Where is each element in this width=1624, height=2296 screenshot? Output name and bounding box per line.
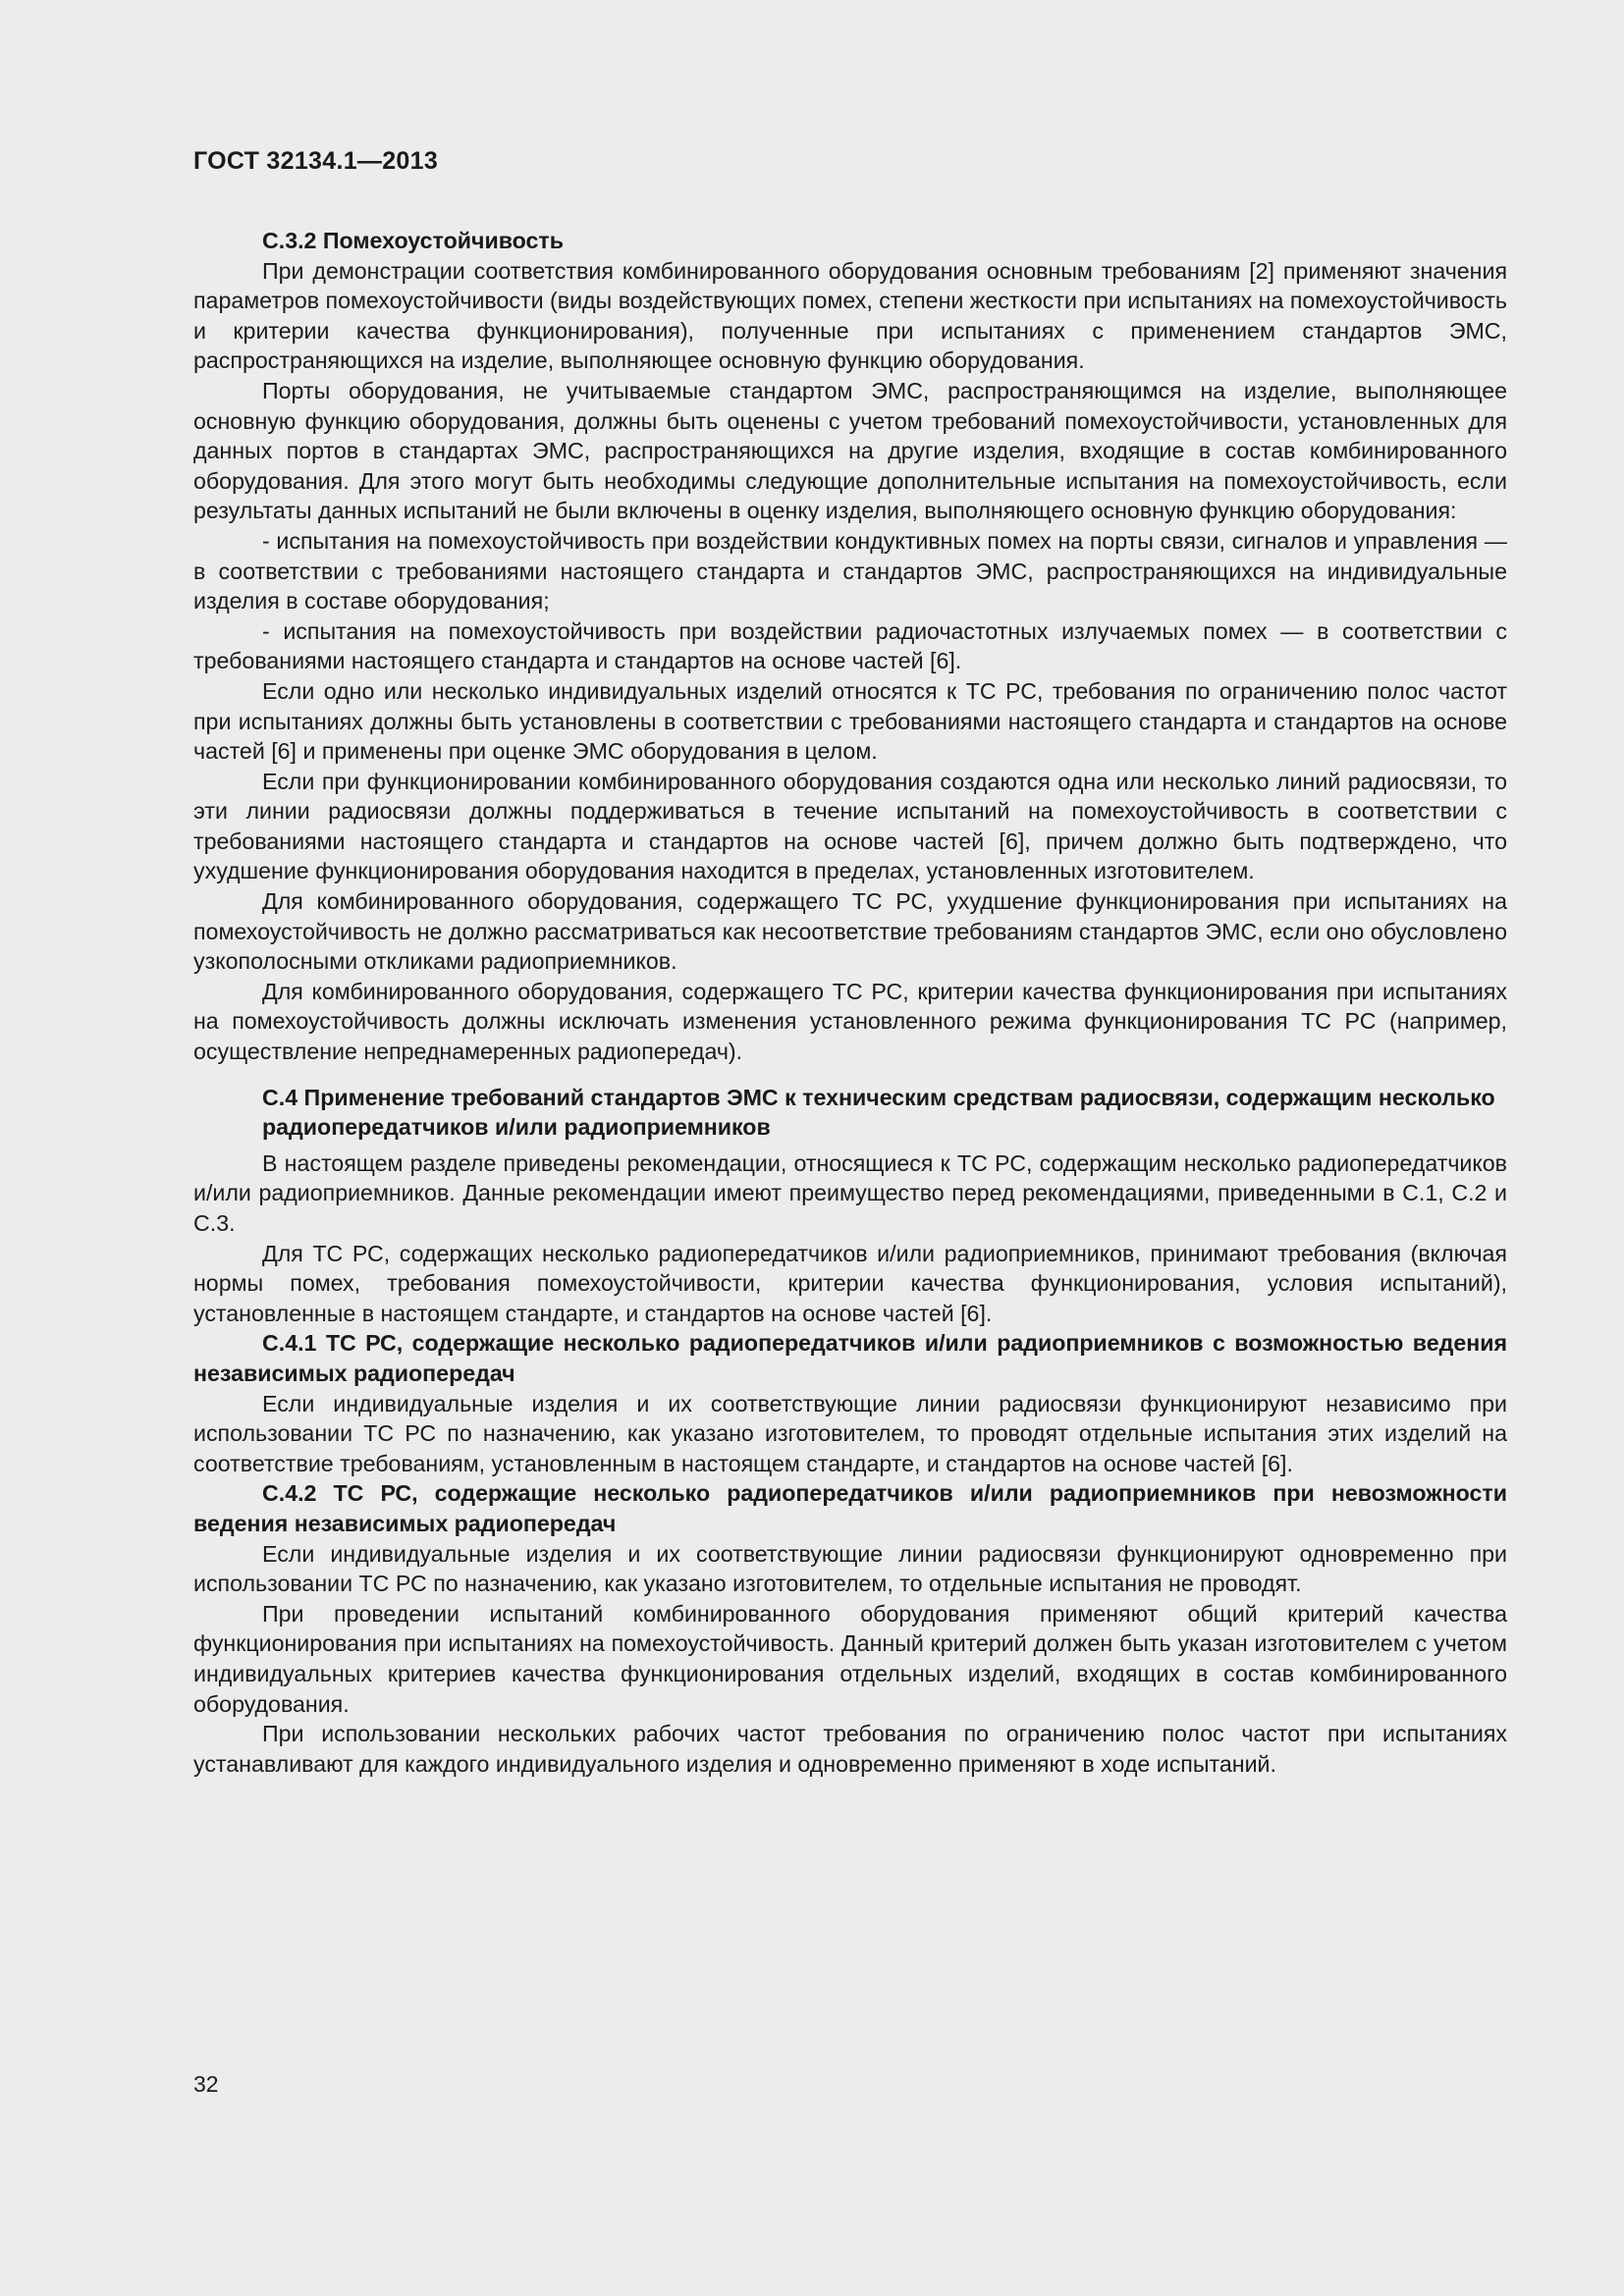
paragraph: Для ТС РС, содержащих несколько радиопередатчиков и/или радиоприемников, принимают требования (включая нормы помех, требования помехоустойчивости, критерии качества функционирования, условия испытаний), установленные в настоящем стандарте, и стандартов на основе частей [6]. <box>193 1240 1507 1326</box>
paragraph: Для комбинированного оборудования, содержащего ТС РС, критерии качества функционирования при испытаниях на помехоустойчивость должны исключать изменения установленного режима функционирования ТС РС (например, осуществление непреднамеренных радиопередач). <box>193 978 1507 1065</box>
paragraph: Если индивидуальные изделия и их соответствующие линии радиосвязи функционируют независимо при использовании ТС РС по назначению, как указано изготовителем, то проводят отдельные испытания этих изделий на соответствие требованиям, установленным в настоящем стандарте, и стандартов на основе частей [6]. <box>193 1390 1507 1476</box>
section-heading-c41: С.4.1 ТС РС, содержащие несколько радиопередатчиков и/или радиоприемников с возможностью ведения независимых радиопередач <box>193 1330 1507 1386</box>
paragraph: Порты оборудования, не учитываемые стандартом ЭМС, распространяющимся на изделие, выполняющее основную функцию оборудования, должны быть оценены с учетом требований помехоустойчивости, установленных для данных портов в стандартах ЭМС, распространяющихся на другие изделия, входящие в состав комбинированного оборудования. Для этого могут быть необходимы следующие дополнительные испытания на помехоустойчивость, если результаты данных испытаний не были включены в оценку изделия, выполняющего основную функцию оборудования: <box>193 377 1507 524</box>
paragraph: Если индивидуальные изделия и их соответствующие линии радиосвязи функционируют одновременно при использовании ТС РС по назначению, как указано изготовителем, то отдельные испытания не проводят. <box>193 1540 1507 1597</box>
section-heading-c4: С.4 Применение требований стандартов ЭМС к техническим средствам радиосвязи, содержащим несколько радиопередатчиков и/или радиоприемников <box>262 1084 1495 1141</box>
paragraph: Если одно или несколько индивидуальных изделий относятся к ТС РС, требования по ограничению полос частот при испытаниях должны быть установлены в соответствии с требованиями настоящего стандарта и стандартов на основе частей [6] и применены при оценке ЭМС оборудования в целом. <box>193 677 1507 765</box>
paragraph: При проведении испытаний комбинированного оборудования применяют общий критерий качества функционирования при испытаниях на помехоустойчивость. Данный критерий должен быть указан изготовителем с учетом индивидуальных критериев качества функционирования отдельных изделий, входящих в состав комбинированного оборудования. <box>193 1600 1507 1717</box>
paragraph: Для комбинированного оборудования, содержащего ТС РС, ухудшение функционирования при испытаниях на помехоустойчивость не должно рассматриваться как несоответствие требованиям стандартов ЭМС, если оно обусловлено узкополосными откликами радиоприемников. <box>193 888 1507 975</box>
list-item: - испытания на помехоустойчивость при воздействии радиочастотных излучаемых помех — в соответствии с требованиями настоящего стандарта и стандартов на основе частей [6]. <box>193 617 1507 674</box>
page-number: 32 <box>193 2071 219 2097</box>
section-heading-c42: С.4.2 ТС РС, содержащие несколько радиопередатчиков и/или радиоприемников при невозможности ведения независимых радиопередач <box>193 1480 1507 1536</box>
paragraph: В настоящем разделе приведены рекомендации, относящиеся к ТС РС, содержащим несколько радиопередатчиков и/или радиоприемников. Данные рекомендации имеют преимущество перед рекомендациями, приведенными в С.1, С.2 и С.3. <box>193 1149 1507 1236</box>
paragraph: При использовании нескольких рабочих частот требования по ограничению полос частот при испытаниях устанавливают для каждого индивидуального изделия и одновременно применяют в ходе испытаний. <box>193 1721 1507 1777</box>
section-heading-c32: С.3.2 Помехоустойчивость <box>262 228 565 253</box>
list-item: - испытания на помехоустойчивость при воздействии кондуктивных помех на порты связи, сигналов и управления — в соответствии с требованиями настоящего стандарта и стандартов ЭМС, распространяющихся на индивидуальные изделия в составе оборудования; <box>193 527 1507 614</box>
paragraph: Если при функционировании комбинированного оборудования создаются одна или несколько линий радиосвязи, то эти линии радиосвязи должны поддерживаться в течение испытаний на помехоустойчивость в соответствии с требованиями настоящего стандарта и стандартов на основе частей [6], причем должно быть подтверждено, что ухудшение функционирования оборудования находится в пределах, установленных изготовителем. <box>193 768 1507 884</box>
document-body <box>193 226 1507 1779</box>
paragraph: При демонстрации соответствия комбинированного оборудования основным требованиям [2] применяют значения параметров помехоустойчивости (виды воздействующих помех, степени жесткости при испытаниях на помехоустойчивость и критерии качества функционирования), полученные при испытаниях с применением стандартов ЭМС, распространяющихся на изделие, выполняющее основную функцию оборудования. <box>193 257 1507 374</box>
document-header: ГОСТ 32134.1—2013 <box>193 147 439 175</box>
